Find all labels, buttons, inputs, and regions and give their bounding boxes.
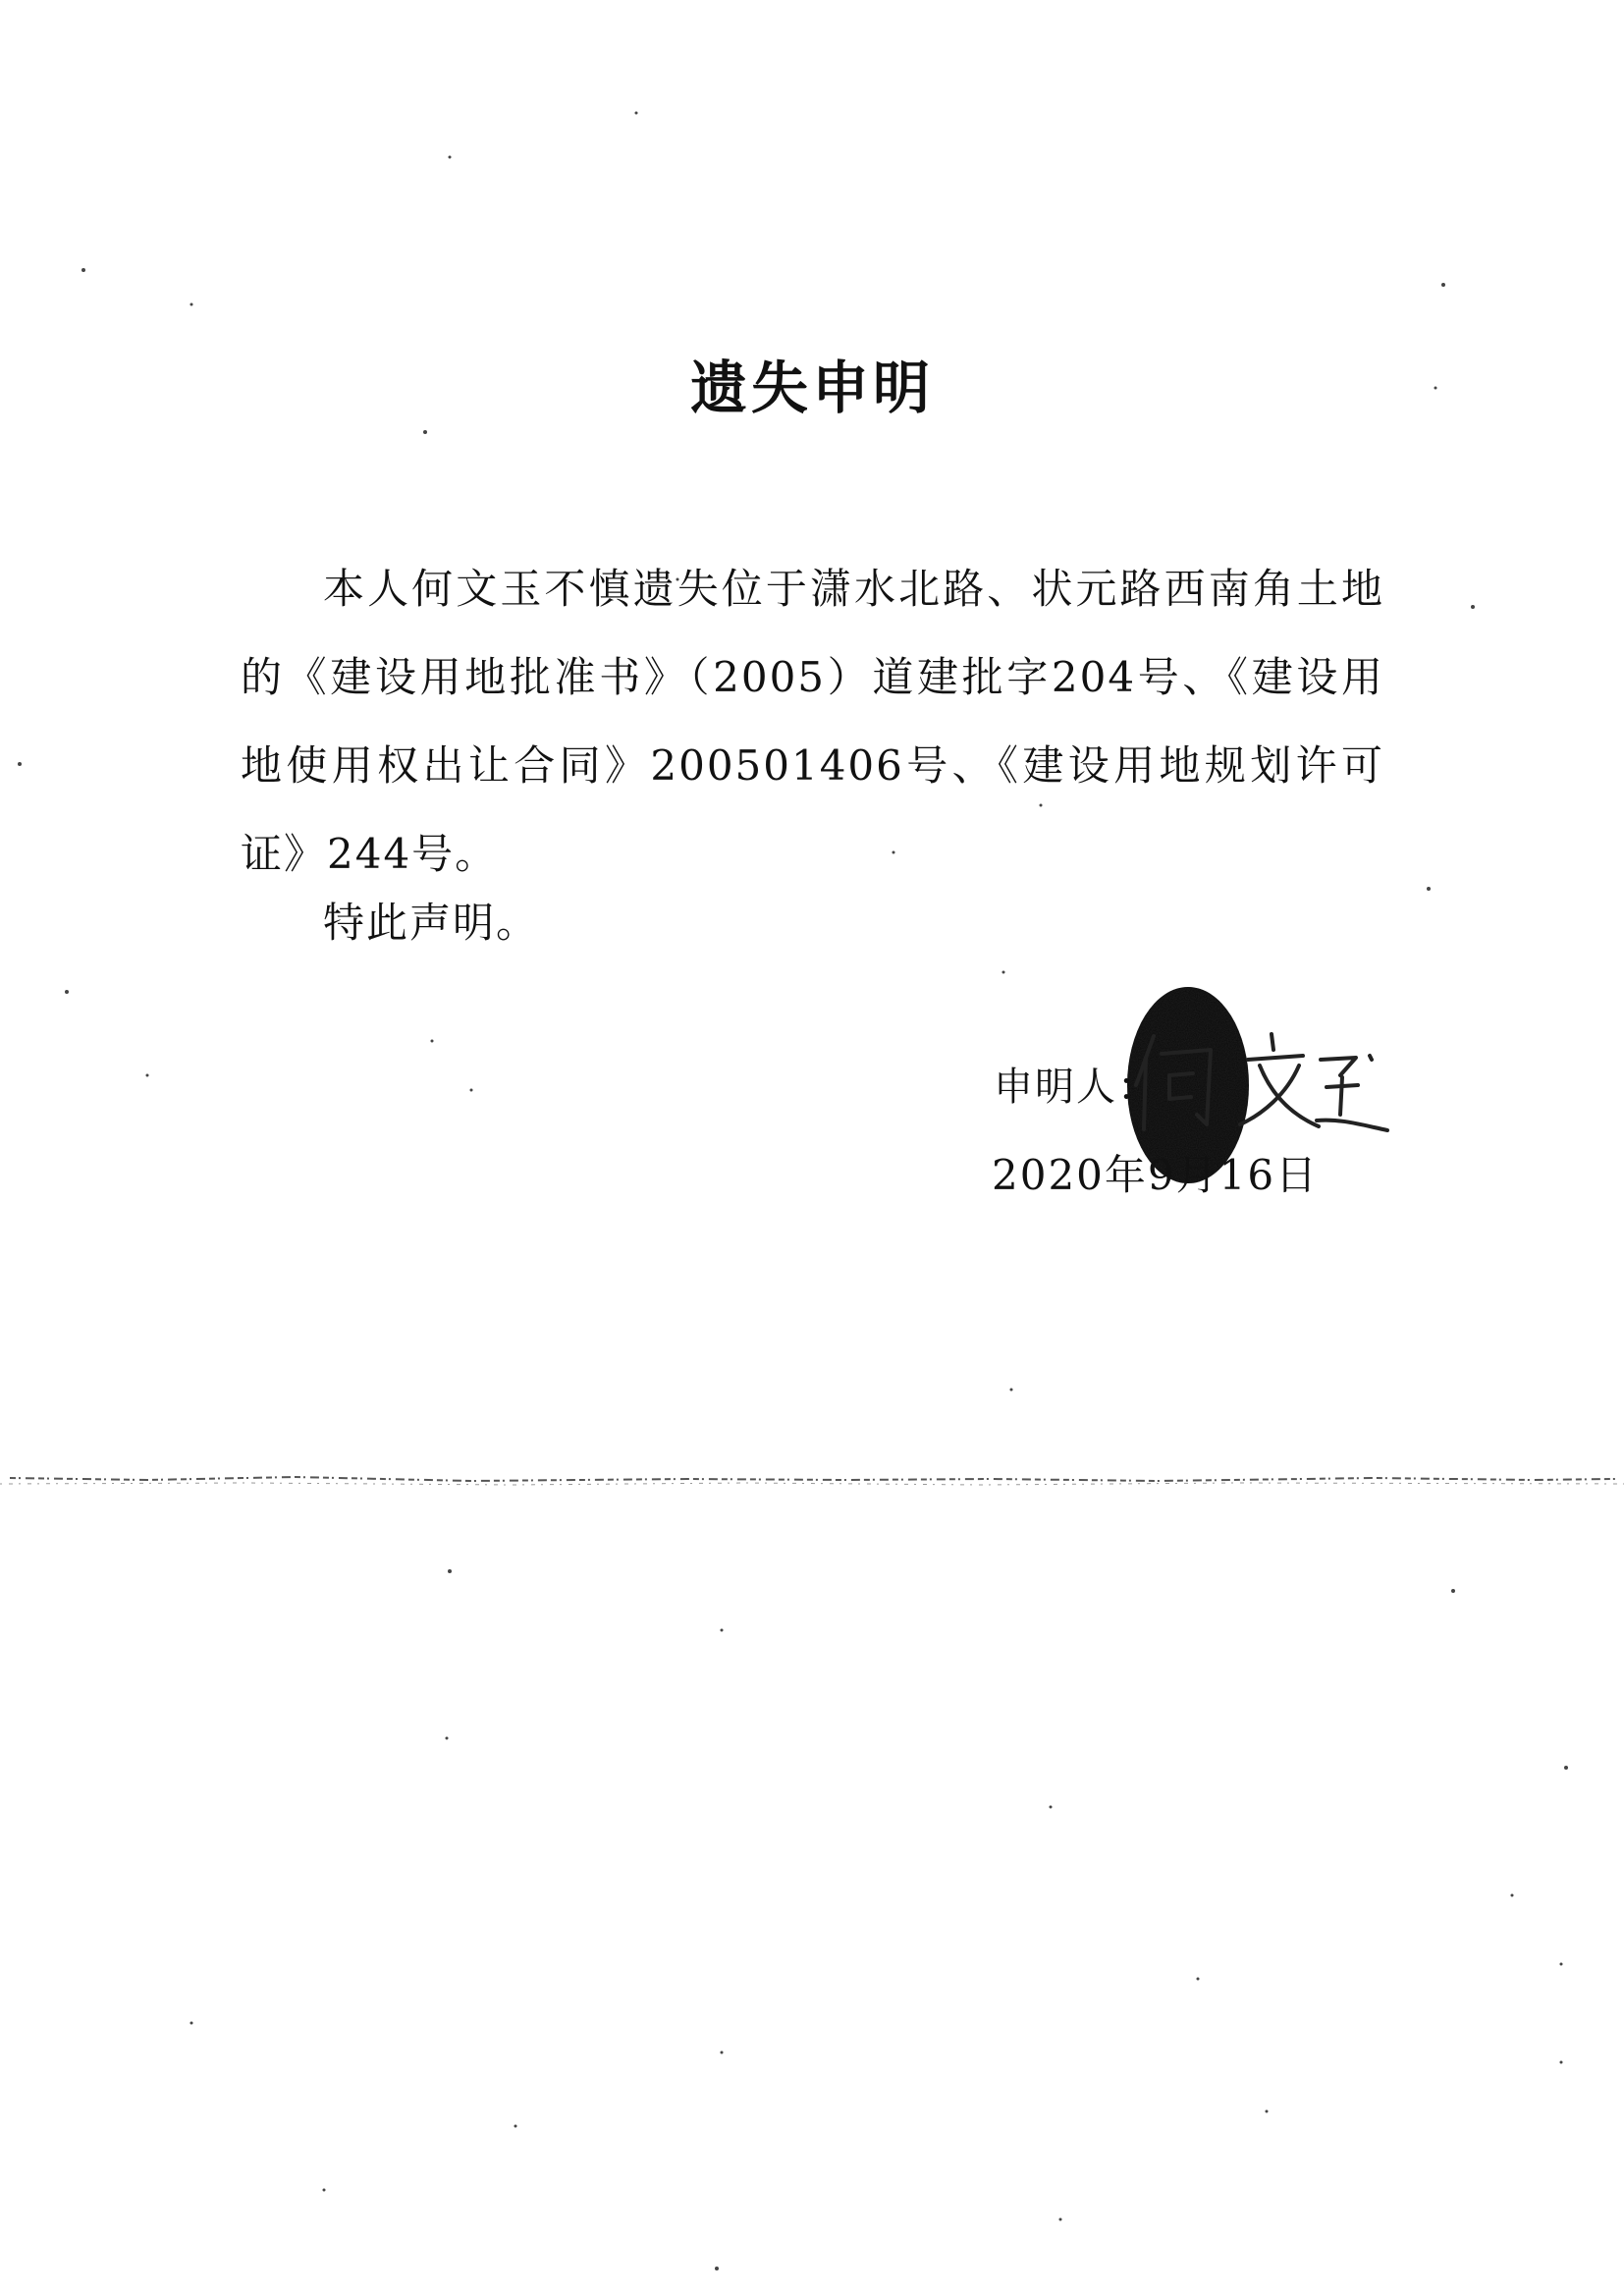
- fold-line: [0, 1468, 1624, 1494]
- declaration-body: 本人何文玉不慎遗失位于潇水北路、状元路西南角土地的《建设用地批准书》（2005）道建批字204号、《建设用地使用权出让合同》200501406号、《建设用地规划许可证》244号。: [241, 565, 1384, 878]
- document-title: 遗失申明: [689, 355, 934, 421]
- closing-statement: 特此声明。: [323, 899, 540, 947]
- handwritten-signature: [1124, 1016, 1389, 1144]
- signer-label: 申明人：: [994, 1065, 1159, 1110]
- signing-date: 2020年9月16日: [992, 1151, 1320, 1199]
